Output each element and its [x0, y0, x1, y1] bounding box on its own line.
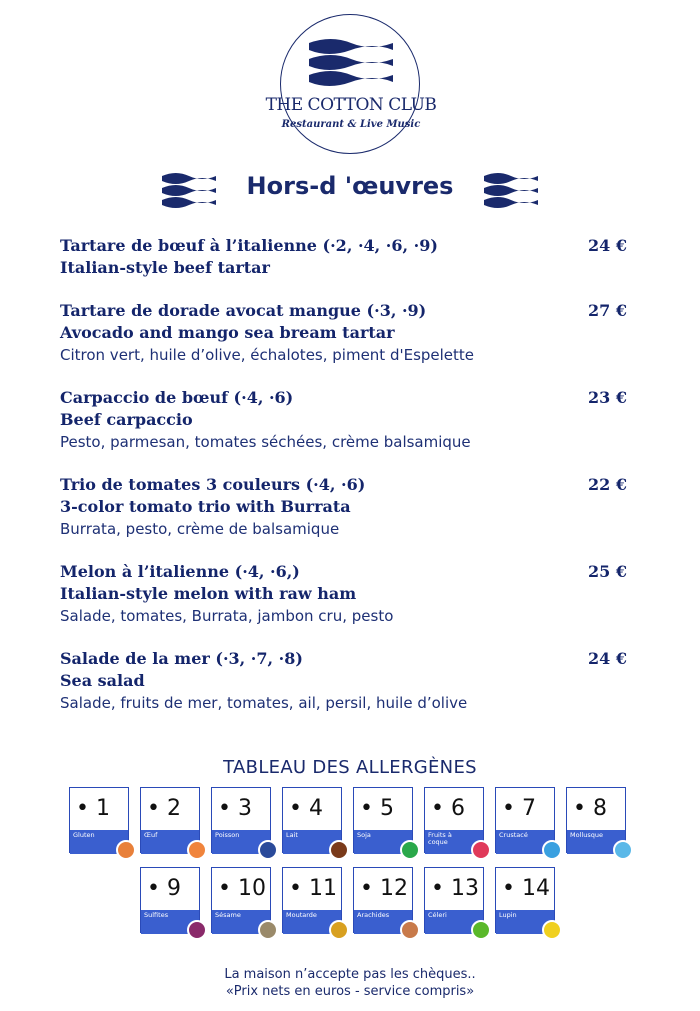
footer-no-cheques: La maison n’accepte pas les chèques.. — [224, 967, 476, 982]
menu-item — [60, 474, 630, 540]
waves-icon — [160, 170, 218, 210]
dish-name-en: Italian-style melon with raw ham — [60, 584, 357, 603]
menu-item — [60, 235, 630, 279]
allergen-card — [69, 787, 129, 853]
allergen-label: Crustacé — [496, 830, 554, 854]
footer-prices-note: «Prix nets en euros - service compris» — [225, 984, 475, 999]
brand-name: THE COTTON CLUB — [265, 95, 437, 115]
allergen-card — [424, 867, 484, 933]
allergen-number: • 8 — [573, 796, 607, 821]
allergen-card — [140, 867, 200, 933]
dish-price: 24 € — [588, 236, 627, 255]
allergen-number: • 3 — [218, 796, 252, 821]
allergen-table-title: TABLEAU DES ALLERGÈNES — [223, 757, 477, 778]
allergen-number: • 14 — [502, 876, 550, 901]
dish-price: 25 € — [588, 562, 627, 581]
milk-icon — [329, 840, 349, 860]
allergen-label: Gluten — [70, 830, 128, 854]
dish-name-en: Italian-style beef tartar — [60, 258, 270, 277]
dish-description: Citron vert, huile d’olive, échalotes, piment d'Espelette — [60, 346, 475, 364]
dish-name-en: Sea salad — [60, 671, 145, 690]
allergen-number: • 4 — [289, 796, 323, 821]
allergen-card — [211, 787, 271, 853]
allergen-number: • 10 — [218, 876, 266, 901]
allergen-label: Arachides — [354, 910, 412, 934]
allergen-number: • 1 — [76, 796, 110, 821]
dish-price: 22 € — [588, 475, 627, 494]
allergen-number: • 13 — [431, 876, 479, 901]
fish-icon — [258, 840, 278, 860]
grape-icon — [187, 920, 207, 940]
allergen-card — [424, 787, 484, 853]
allergen-number: • 6 — [431, 796, 465, 821]
sesame-icon — [258, 920, 278, 940]
allergen-card — [566, 787, 626, 853]
egg-icon — [187, 840, 207, 860]
allergen-number: • 2 — [147, 796, 181, 821]
dish-price: 24 € — [588, 649, 627, 668]
allergen-card — [353, 867, 413, 933]
menu-item — [60, 300, 630, 366]
brand-tagline: Restaurant & Live Music — [281, 119, 421, 130]
dish-name-en: Avocado and mango sea bream tartar — [60, 323, 395, 342]
celery-icon — [471, 920, 491, 940]
allergen-card — [353, 787, 413, 853]
allergen-card — [140, 787, 200, 853]
allergen-label: Lupin — [496, 910, 554, 934]
allergen-number: • 11 — [289, 876, 337, 901]
allergen-label: Moutarde — [283, 910, 341, 934]
dish-price: 23 € — [588, 388, 627, 407]
menu-item — [60, 561, 630, 627]
waves-icon — [307, 35, 395, 91]
allergen-card — [495, 787, 555, 853]
waves-icon — [482, 170, 540, 210]
allergen-number: • 9 — [147, 876, 181, 901]
crab-icon — [542, 840, 562, 860]
nut-icon — [471, 840, 491, 860]
mustard-icon — [329, 920, 349, 940]
footer — [150, 966, 550, 1000]
peanut-icon — [400, 920, 420, 940]
section-title: Hors-d 'œuvres — [246, 172, 454, 200]
dish-description: Burrata, pesto, crème de balsamique — [60, 520, 340, 538]
dish-description: Salade, tomates, Burrata, jambon cru, pesto — [60, 607, 394, 625]
allergen-card — [495, 867, 555, 933]
menu-item — [60, 387, 630, 453]
allergen-label: Soja — [354, 830, 412, 854]
dish-name-en: 3-color tomato trio with Burrata — [60, 497, 351, 516]
allergen-card — [282, 867, 342, 933]
allergen-number: • 12 — [360, 876, 408, 901]
soy-icon — [400, 840, 420, 860]
allergen-card — [282, 787, 342, 853]
dish-name-fr: Trio de tomates 3 couleurs (·4, ·6) — [60, 475, 366, 494]
dish-name-fr: Tartare de bœuf à l’italienne (·2, ·4, ·6, ·9) — [60, 236, 438, 255]
dish-price: 27 € — [588, 301, 627, 320]
allergen-label: Œuf — [141, 830, 199, 854]
dish-name-en: Beef carpaccio — [60, 410, 193, 429]
restaurant-logo — [265, 14, 437, 154]
allergen-label: Lait — [283, 830, 341, 854]
wheat-icon — [116, 840, 136, 860]
allergen-number: • 5 — [360, 796, 394, 821]
allergen-number: • 7 — [502, 796, 536, 821]
allergen-label: Mollusque — [567, 830, 625, 854]
dish-description: Pesto, parmesan, tomates séchées, crème balsamique — [60, 433, 471, 451]
allergen-label: Sésame — [212, 910, 270, 934]
dish-name-fr: Carpaccio de bœuf (·4, ·6) — [60, 388, 294, 407]
menu-item — [60, 648, 630, 714]
dish-name-fr: Tartare de dorade avocat mangue (·3, ·9) — [60, 301, 427, 320]
dish-description: Salade, fruits de mer, tomates, ail, persil, huile d’olive — [60, 694, 468, 712]
allergen-label: Céleri — [425, 910, 483, 934]
allergen-label: Fruits à coque — [425, 830, 483, 854]
lupin-icon — [542, 920, 562, 940]
allergen-label: Sulfites — [141, 910, 199, 934]
allergen-card — [211, 867, 271, 933]
dish-name-fr: Melon à l’italienne (·4, ·6,) — [60, 562, 300, 581]
shell-icon — [613, 840, 633, 860]
dish-name-fr: Salade de la mer (·3, ·7, ·8) — [60, 649, 303, 668]
allergen-label: Poisson — [212, 830, 270, 854]
